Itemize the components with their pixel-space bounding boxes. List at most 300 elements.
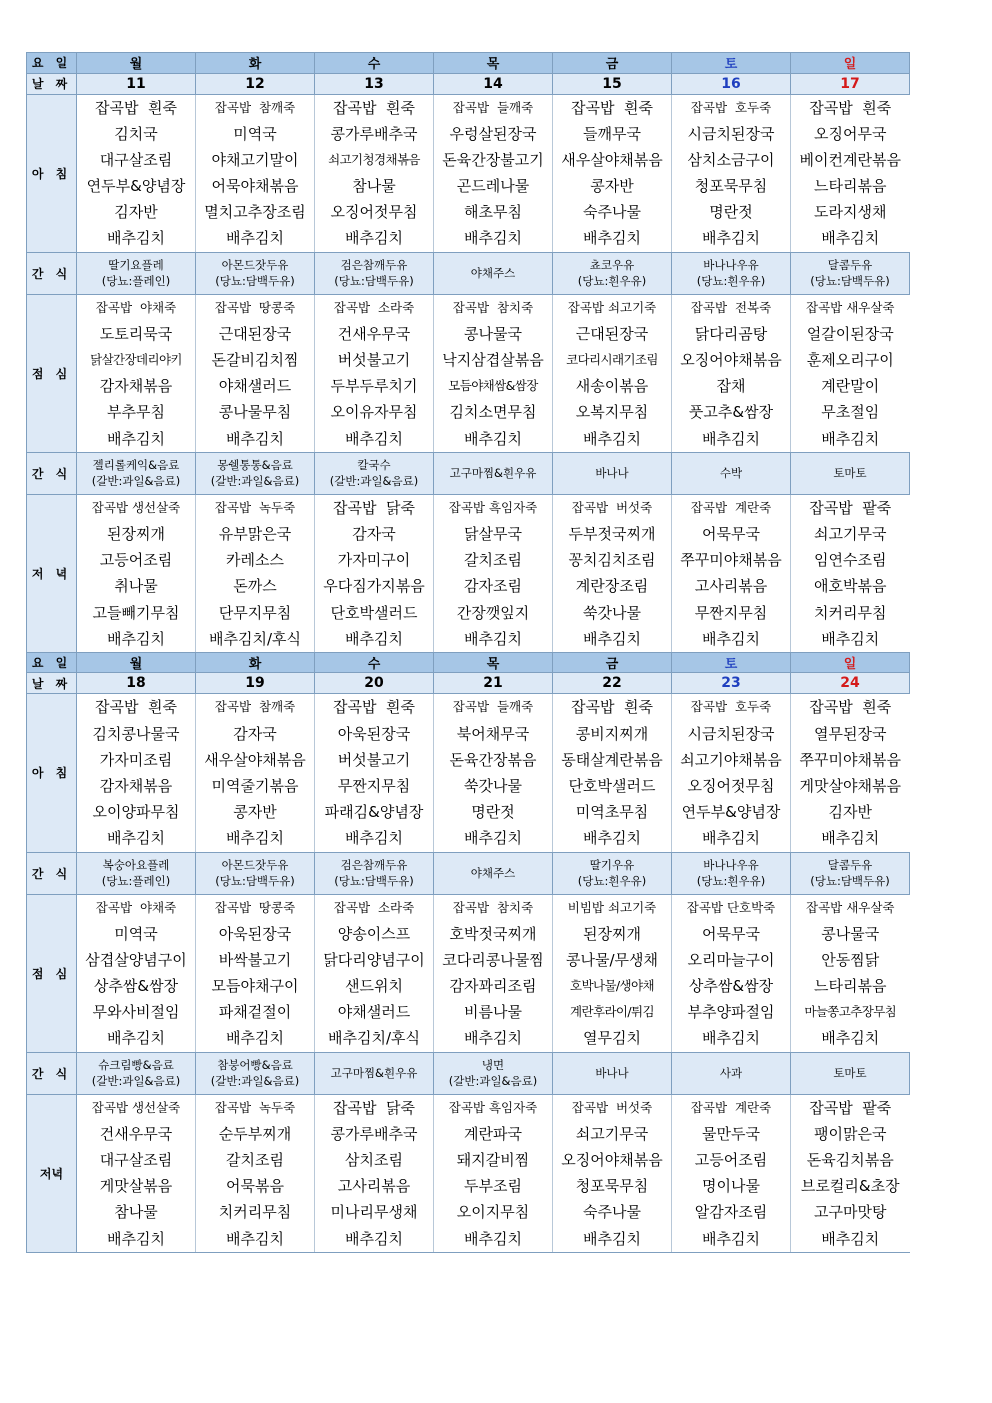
- menu-item: 고사리볶음: [337, 1177, 411, 1196]
- afternoon-snack-label: 간 식: [27, 452, 77, 494]
- day-name: 화: [196, 53, 315, 74]
- menu-item: 쇠고기청경채볶음: [328, 151, 420, 167]
- menu-item: 미역줄기볶음: [211, 776, 299, 795]
- menu-item: 단무지무침: [218, 603, 292, 622]
- menu-item: 우다짐가지볶음: [323, 577, 425, 596]
- menu-item: 잡곡밥 계란죽: [690, 499, 772, 515]
- menu-item: 콩자반: [590, 177, 634, 196]
- menu-item: 콩자반: [233, 803, 277, 822]
- menu-item: 감자채볶음: [99, 776, 173, 795]
- breakfast-row: [27, 94, 910, 252]
- menu-item: 어묵무국: [702, 924, 760, 943]
- day-header-row: [27, 53, 910, 74]
- menu-item: 감자국: [233, 724, 277, 743]
- menu-item: 두부조림: [464, 1177, 522, 1196]
- menu-item: 잡곡밥 단호박죽: [686, 899, 776, 915]
- menu-item: 잡곡밥 흰죽: [95, 98, 177, 117]
- menu-item: 열무김치: [583, 1029, 641, 1048]
- lunch-label: 점 심: [27, 894, 77, 1052]
- day-name: 수: [315, 53, 434, 74]
- menu-item: 카레소스: [226, 551, 284, 570]
- morning-snack-cell: [315, 852, 434, 894]
- menu-item: 쇠고기무국: [814, 524, 887, 543]
- menu-item: 콩나물무침: [218, 403, 292, 422]
- menu-item: 대구살조림: [99, 150, 173, 169]
- snack-note: (당뇨:담백두유): [215, 274, 295, 289]
- menu-item: 배추김치: [226, 429, 284, 448]
- menu-item: 잡곡밥 흑임자죽: [448, 1099, 538, 1115]
- menu-item: 배추김치/후식: [209, 629, 301, 648]
- menu-item: 잡곡밥 흰죽: [333, 698, 415, 717]
- menu-item: 잡곡밥 계란죽: [690, 1099, 772, 1115]
- menu-item: 모듬야채구이: [211, 977, 299, 996]
- snack-item: 몽쉘통통&음료: [217, 458, 293, 473]
- menu-item: 쭈꾸미야채볶음: [680, 551, 782, 570]
- snack-item: 달콤두유: [827, 858, 873, 872]
- breakfast-cell: [553, 94, 672, 252]
- menu-item: 김치국: [114, 124, 158, 143]
- menu-item: 무와사비절임: [92, 1003, 180, 1022]
- snack-note: (당뇨:플레인): [101, 874, 171, 888]
- menu-item: 배추김치: [821, 1229, 880, 1248]
- snack-item: 사과: [719, 1066, 743, 1081]
- menu-item: 명란젓: [709, 203, 753, 222]
- menu-item: 명이나물: [702, 1177, 760, 1196]
- snack-note: (갈반:과일&음료): [329, 474, 419, 489]
- menu-item: 코다리시래기조림: [566, 352, 658, 367]
- snack-item: 고구마찜&흰우유: [330, 1066, 418, 1081]
- snack-item: 검은참깨두유: [340, 258, 408, 273]
- breakfast-cell: [791, 94, 910, 252]
- menu-item: 애호박볶음: [814, 577, 887, 596]
- lunch-cell: [791, 294, 910, 452]
- menu-item: 배추김치: [702, 1029, 760, 1048]
- morning-snack-cell: [77, 252, 196, 294]
- menu-item: 치커리무침: [814, 603, 887, 622]
- breakfast-row: [27, 694, 910, 852]
- menu-item: 콩가루배추국: [330, 124, 418, 143]
- menu-item: 배추김치: [583, 229, 641, 248]
- menu-item: 치커리무침: [218, 1203, 292, 1222]
- morning-snack-label: 간 식: [27, 852, 77, 894]
- day-name: 목: [434, 53, 553, 74]
- dinner-label: 저녁: [27, 1094, 77, 1252]
- menu-item: 갈치조림: [464, 551, 522, 570]
- menu-item: 잡곡밥 녹두죽: [214, 499, 296, 515]
- menu-item: 계란말이: [821, 377, 880, 396]
- snack-item: 바나나우유: [703, 858, 759, 872]
- menu-item: 두부젓국찌개: [568, 524, 656, 543]
- menu-item: 콩나물국: [821, 924, 880, 943]
- afternoon-snack-cell: [315, 1052, 434, 1094]
- menu-item: 잡곡밥 쇠고기죽: [567, 299, 657, 315]
- morning-snack-cell: [434, 252, 553, 294]
- menu-item: 청포묵무침: [694, 177, 768, 196]
- day-header-row: [27, 652, 910, 673]
- menu-item: 유부맑은국: [218, 524, 292, 543]
- menu-item: 무짠지무침: [337, 776, 411, 795]
- day-label: 요 일: [27, 652, 77, 673]
- menu-item: 김치소면무침: [449, 403, 537, 422]
- breakfast-cell: [315, 694, 434, 852]
- day-name: 목: [434, 652, 553, 673]
- menu-item: 쭈꾸미야채볶음: [799, 750, 901, 769]
- menu-item: 돈육김치볶음: [806, 1151, 894, 1169]
- menu-item: 낙지삼겹살볶음: [442, 351, 544, 369]
- menu-item: 배추김치: [345, 1229, 403, 1248]
- date-cell: 11: [77, 73, 196, 94]
- menu-item: 배추김치: [345, 829, 403, 848]
- date-cell: 17: [791, 73, 910, 94]
- breakfast-cell: [791, 694, 910, 852]
- menu-item: 청포묵무침: [575, 1177, 649, 1196]
- menu-item: 북어채무국: [456, 724, 530, 743]
- menu-item: 잡곡밥 버섯죽: [571, 499, 653, 515]
- menu-item: 도라지생채: [814, 203, 887, 222]
- breakfast-cell: [77, 94, 196, 252]
- menu-item: 잡곡밥 흰죽: [95, 698, 177, 717]
- morning-snack-cell: [196, 852, 315, 894]
- breakfast-cell: [672, 694, 791, 852]
- menu-item: 오이유자무침: [330, 403, 418, 422]
- snack-note: (당뇨:담백두유): [810, 274, 890, 289]
- menu-item: 참나물: [114, 1203, 158, 1222]
- menu-item: 꽁치김치조림: [568, 551, 656, 570]
- menu-item: 닭다리양념구이: [323, 950, 425, 969]
- menu-item: 임연수조림: [814, 551, 887, 570]
- date-cell: 22: [553, 673, 672, 694]
- menu-item: 감자국: [352, 524, 396, 543]
- snack-item: 바나나우유: [703, 258, 759, 273]
- weekly-menu-table: [26, 52, 910, 1253]
- menu-item: 게맛살볶음: [99, 1177, 173, 1196]
- afternoon-snack-cell: [553, 1052, 672, 1094]
- breakfast-cell: [77, 694, 196, 852]
- menu-item: 배추김치: [226, 229, 284, 248]
- menu-item: 대구살조림: [99, 1151, 173, 1169]
- menu-item: 잡곡밥 참깨죽: [214, 99, 296, 115]
- menu-item: 배추김치: [107, 1229, 165, 1248]
- lunch-cell: [434, 894, 553, 1052]
- lunch-cell: [196, 894, 315, 1052]
- menu-item: 콩비지찌개: [575, 724, 649, 743]
- date-cell: 24: [791, 673, 910, 694]
- menu-item: 배추김치: [821, 1029, 880, 1048]
- menu-item: 순두부찌개: [218, 1124, 292, 1143]
- menu-item: 배추김치: [464, 629, 522, 648]
- snack-note: (당뇨:담백두유): [810, 874, 890, 888]
- menu-item: 배추김치: [464, 1229, 522, 1248]
- menu-item: 잡곡밥 흰죽: [809, 98, 892, 117]
- lunch-row: [27, 894, 910, 1052]
- menu-item: 배추김치: [107, 429, 165, 448]
- snack-note: (갈반:과일&음료): [91, 1074, 181, 1089]
- afternoon-snack-cell: [196, 452, 315, 494]
- breakfast-cell: [196, 94, 315, 252]
- menu-item: 게맛살야채볶음: [799, 776, 901, 795]
- menu-item: 취나물: [114, 577, 158, 596]
- menu-item: 상추쌈&쌈장: [688, 977, 774, 996]
- date-cell: 20: [315, 673, 434, 694]
- menu-item: 가자미구이: [337, 551, 411, 570]
- breakfast-label: 아 침: [27, 694, 77, 852]
- menu-item: 가자미조림: [99, 750, 173, 769]
- afternoon-snack-cell: [672, 1052, 791, 1094]
- menu-item: 배추김치: [583, 829, 641, 848]
- lunch-cell: [553, 294, 672, 452]
- afternoon-snack-cell: [434, 1052, 553, 1094]
- menu-item: 고등어조림: [99, 551, 173, 570]
- afternoon-snack-cell: [434, 452, 553, 494]
- menu-item: 호박나물/생야채: [570, 978, 654, 994]
- menu-item: 미역초무침: [575, 803, 649, 822]
- menu-item: 새우살야채볶음: [561, 150, 663, 169]
- day-name: 일: [791, 53, 910, 74]
- menu-item: 배추김치/후식: [328, 1029, 420, 1048]
- menu-item: 잡곡밥 닭죽: [333, 1098, 415, 1117]
- date-cell: 19: [196, 673, 315, 694]
- date-label: 날 짜: [27, 73, 77, 94]
- menu-item: 삼치조림: [345, 1151, 403, 1169]
- menu-item: 돈육간장볶음: [449, 750, 537, 769]
- snack-note: (당뇨:담백두유): [215, 874, 295, 888]
- menu-item: 닭살무국: [464, 524, 522, 543]
- snack-item: 바나나: [595, 466, 629, 481]
- menu-item: 알감자조림: [694, 1203, 768, 1222]
- menu-item: 배추김치: [821, 229, 880, 248]
- snack-note: (당뇨:흰우유): [696, 274, 766, 289]
- menu-item: 시금치된장국: [687, 124, 775, 143]
- afternoon-snack-cell: [77, 1052, 196, 1094]
- menu-item: 아욱된장국: [218, 924, 292, 943]
- menu-item: 고등어조림: [694, 1151, 768, 1169]
- menu-item: 돼지갈비찜: [456, 1151, 530, 1169]
- menu-item: 배추김치: [107, 829, 165, 848]
- morning-snack-cell: [196, 252, 315, 294]
- snack-note: (당뇨:흰우유): [696, 874, 766, 888]
- menu-item: 고구마맛탕: [814, 1203, 887, 1222]
- snack-note: (당뇨:담백두유): [334, 274, 414, 289]
- menu-item: 근대된장국: [575, 324, 649, 343]
- morning-snack-cell: [434, 852, 553, 894]
- snack-item: 칼국수: [357, 458, 391, 473]
- snack-item: 딸기요플레: [108, 258, 164, 273]
- menu-item: 어묵볶음: [226, 1177, 284, 1196]
- breakfast-cell: [196, 694, 315, 852]
- afternoon-snack-row: [27, 1052, 910, 1094]
- menu-item: 비빔밥 쇠고기죽: [567, 899, 657, 915]
- menu-item: 쑥갓나물: [464, 776, 522, 795]
- menu-item: 잡곡밥 팥죽: [809, 1098, 892, 1117]
- menu-item: 김자반: [114, 203, 158, 222]
- menu-item: 잡곡밥 흰죽: [571, 98, 653, 117]
- menu-item: 잡곡밥 호두죽: [690, 99, 772, 115]
- snack-note: (당뇨:흰우유): [577, 874, 647, 888]
- menu-item: 코다리콩나물찜: [442, 950, 544, 969]
- afternoon-snack-row: [27, 452, 910, 494]
- day-name: 금: [553, 53, 672, 74]
- snack-item: 수박: [719, 466, 743, 481]
- menu-item: 잡곡밥 땅콩죽: [214, 299, 296, 315]
- day-name: 금: [553, 652, 672, 673]
- dinner-cell: [196, 1094, 315, 1252]
- snack-note: (갈반:과일&음료): [91, 474, 181, 489]
- menu-item: 배추김치: [345, 229, 403, 248]
- menu-item: 숙주나물: [583, 203, 641, 222]
- menu-item: 야채샐러드: [218, 377, 292, 396]
- lunch-cell: [434, 294, 553, 452]
- afternoon-snack-cell: [553, 452, 672, 494]
- menu-item: 샌드위치: [345, 977, 403, 996]
- menu-item: 미나리무생채: [330, 1203, 418, 1222]
- menu-item: 배추김치: [702, 229, 760, 248]
- menu-item: 배추김치: [821, 429, 880, 448]
- menu-item: 오리마늘구이: [687, 950, 775, 969]
- dinner-cell: [196, 494, 315, 652]
- dinner-cell: [672, 494, 791, 652]
- menu-item: 풋고추&쌈장: [688, 403, 774, 422]
- menu-item: 근대된장국: [218, 324, 292, 343]
- snack-item: 고구마찜&흰우유: [449, 466, 537, 481]
- menu-item: 해초무침: [464, 203, 522, 222]
- menu-item: 잡곡밥 버섯죽: [571, 1099, 653, 1115]
- menu-item: 팽이맑은국: [814, 1124, 887, 1143]
- lunch-cell: [553, 894, 672, 1052]
- menu-item: 김치콩나물국: [92, 724, 180, 743]
- menu-item: 무초절임: [821, 403, 880, 422]
- dinner-cell: [791, 494, 910, 652]
- lunch-cell: [791, 894, 910, 1052]
- menu-item: 안동찜닭: [821, 950, 880, 969]
- snack-note: (갈반:과일&음료): [210, 474, 300, 489]
- morning-snack-label: 간 식: [27, 252, 77, 294]
- menu-item: 계란파국: [464, 1124, 522, 1143]
- menu-item: 잡곡밥 호두죽: [690, 699, 772, 715]
- menu-item: 잡곡밥 흰죽: [809, 698, 892, 717]
- date-cell: 16: [672, 73, 791, 94]
- menu-item: 배추김치: [226, 1029, 284, 1048]
- date-cell: 13: [315, 73, 434, 94]
- menu-item: 감자꽈리조림: [449, 977, 537, 996]
- date-row: [27, 73, 910, 94]
- morning-snack-cell: [791, 252, 910, 294]
- menu-item: 배추김치: [107, 629, 165, 648]
- date-cell: 12: [196, 73, 315, 94]
- menu-item: 쇠고기무국: [575, 1124, 649, 1143]
- snack-item: 토마토: [833, 466, 867, 481]
- day-name: 일: [791, 652, 910, 673]
- menu-item: 잡곡밥 소라죽: [333, 299, 415, 315]
- date-row: [27, 673, 910, 694]
- morning-snack-cell: [77, 852, 196, 894]
- breakfast-cell: [553, 694, 672, 852]
- snack-item: 슈크림빵&음료: [98, 1058, 174, 1073]
- menu-item: 잡곡밥 들깨죽: [452, 699, 534, 715]
- menu-item: 쑥갓나물: [583, 603, 641, 622]
- menu-item: 배추김치: [345, 429, 403, 448]
- day-name: 수: [315, 652, 434, 673]
- menu-item: 야채고기말이: [211, 150, 299, 169]
- menu-item: 잡곡밥 소라죽: [333, 899, 415, 915]
- menu-item: 상추쌈&쌈장: [93, 977, 179, 996]
- day-name: 토: [672, 53, 791, 74]
- afternoon-snack-cell: [672, 452, 791, 494]
- menu-item: 잡곡밥 생선살죽: [91, 499, 181, 515]
- menu-item: 콩나물/무생채: [566, 950, 658, 969]
- menu-item: 배추김치: [583, 629, 641, 648]
- snack-note: (당뇨:플레인): [101, 274, 171, 289]
- day-label: 요 일: [27, 53, 77, 74]
- menu-item: 물만두국: [702, 1124, 760, 1143]
- day-name: 월: [77, 652, 196, 673]
- menu-item: 베이컨계란볶음: [799, 150, 901, 169]
- day-name: 토: [672, 652, 791, 673]
- lunch-row: [27, 294, 910, 452]
- dinner-cell: [77, 1094, 196, 1252]
- menu-item: 배추김치: [345, 629, 403, 648]
- menu-item: 잡곡밥 새우살죽: [806, 899, 895, 915]
- lunch-cell: [672, 894, 791, 1052]
- breakfast-cell: [434, 694, 553, 852]
- menu-item: 새우살야채볶음: [204, 750, 306, 769]
- menu-item: 열무된장국: [814, 724, 887, 743]
- menu-item: 명란젓: [471, 803, 515, 822]
- menu-item: 느타리볶음: [814, 177, 887, 196]
- menu-item: 파채겉절이: [218, 1003, 292, 1022]
- menu-item: 잡곡밥 참깨죽: [214, 699, 296, 715]
- menu-item: 부추무침: [107, 403, 165, 422]
- menu-item: 배추김치: [107, 1029, 165, 1048]
- menu-item: 잡곡밥 흑임자죽: [448, 499, 538, 515]
- menu-item: 들깨무국: [583, 124, 641, 143]
- menu-item: 아욱된장국: [337, 724, 411, 743]
- menu-item: 오징어야채볶음: [680, 351, 782, 369]
- morning-snack-cell: [553, 252, 672, 294]
- snack-item: 아몬드잣두유: [221, 258, 289, 273]
- menu-item: 잡곡밥 생선살죽: [91, 1099, 181, 1115]
- menu-item: 잡곡밥 새우살죽: [806, 299, 895, 315]
- afternoon-snack-label: 간 식: [27, 1052, 77, 1094]
- menu-item: 배추김치: [464, 229, 522, 248]
- lunch-cell: [315, 894, 434, 1052]
- menu-item: 어묵야채볶음: [211, 177, 299, 196]
- menu-item: 잡곡밥 참치죽: [452, 299, 534, 315]
- menu-item: 배추김치: [821, 829, 880, 848]
- menu-item: 잡곡밥 흰죽: [571, 698, 653, 717]
- menu-item: 배추김치: [821, 629, 880, 648]
- menu-item: 마늘쫑고추장무침: [804, 1004, 897, 1020]
- snack-note: (갈반:과일&음료): [210, 1074, 300, 1089]
- menu-item: 오이지무침: [456, 1203, 530, 1222]
- menu-item: 우렁살된장국: [449, 124, 537, 143]
- menu-item: 배추김치: [702, 429, 760, 448]
- menu-item: 단호박샐러드: [568, 776, 656, 795]
- afternoon-snack-cell: [77, 452, 196, 494]
- menu-item: 브로컬리&초장: [800, 1177, 900, 1196]
- lunch-cell: [672, 294, 791, 452]
- menu-item: 배추김치: [464, 429, 522, 448]
- date-cell: 15: [553, 73, 672, 94]
- dinner-cell: [434, 1094, 553, 1252]
- snack-note: (당뇨:담백두유): [334, 874, 414, 888]
- breakfast-label: 아 침: [27, 94, 77, 252]
- morning-snack-cell: [791, 852, 910, 894]
- afternoon-snack-cell: [315, 452, 434, 494]
- menu-item: 잡곡밥 팥죽: [809, 498, 892, 517]
- menu-item: 고사리볶음: [694, 577, 768, 596]
- snack-item: 딸기우유: [589, 858, 635, 872]
- menu-item: 버섯불고기: [337, 351, 411, 369]
